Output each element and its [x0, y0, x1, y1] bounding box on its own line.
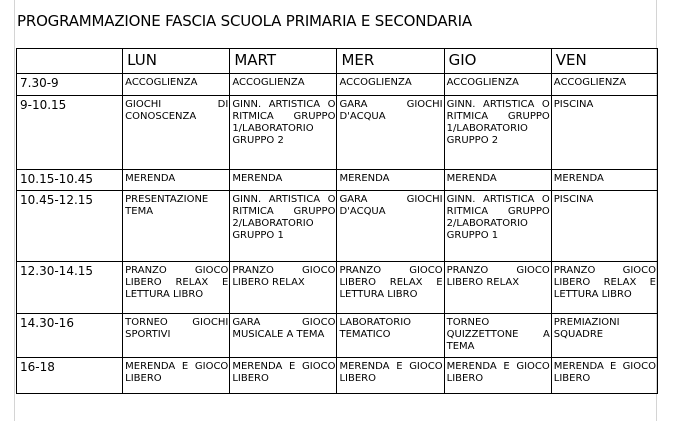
activity-cell: GINN. ARTISTICA O RITMICA GRUPPO 2/LABORATORIO GRUPPO 1 [230, 191, 337, 262]
activity-cell: GARA GIOCHI D'ACQUA [337, 96, 444, 170]
header-empty-cell [17, 49, 123, 74]
activity-cell: MERENDA [551, 170, 657, 191]
activity-cell: TORNEO QUIZZETTONE A TEMA [444, 314, 551, 358]
activity-cell: MERENDA [444, 170, 551, 191]
table-row [17, 74, 658, 96]
activity-cell: MERENDA E GIOCO LIBERO [123, 358, 230, 394]
activity-cell: MERENDA E GIOCO LIBERO [444, 358, 551, 394]
page-margin-guide-left [14, 0, 15, 421]
table-row [17, 262, 658, 314]
activity-cell: ACCOGLIENZA [123, 74, 230, 96]
time-slot: 16-18 [17, 358, 123, 394]
document-title: PROGRAMMAZIONE FASCIA SCUOLA PRIMARIA E SECONDARIA [17, 12, 472, 30]
header-day: VEN [551, 49, 657, 74]
table-row [17, 170, 658, 191]
header-row [17, 49, 658, 74]
activity-cell: LABORATORIO TEMATICO [337, 314, 444, 358]
time-slot: 12.30-14.15 [17, 262, 123, 314]
header-day: MART [230, 49, 337, 74]
activity-cell: PREMIAZIONI SQUADRE [551, 314, 657, 358]
activity-cell: MERENDA [123, 170, 230, 191]
activity-cell: MERENDA E GIOCO LIBERO [551, 358, 657, 394]
activity-cell: PRANZO GIOCO LIBERO RELAX [230, 262, 337, 314]
time-slot: 10.15-10.45 [17, 170, 123, 191]
table-row [17, 96, 658, 170]
time-slot: 7.30-9 [17, 74, 123, 96]
activity-cell: GINN. ARTISTICA O RITMICA GRUPPO 2/LABORATORIO GRUPPO 1 [444, 191, 551, 262]
activity-cell: PRANZO GIOCO LIBERO RELAX E LETTURA LIBRO [337, 262, 444, 314]
activity-cell: GARA GIOCO MUSICALE A TEMA [230, 314, 337, 358]
activity-cell: GARA GIOCHI D'ACQUA [337, 191, 444, 262]
activity-cell: PRANZO GIOCO LIBERO RELAX E LETTURA LIBRO [551, 262, 657, 314]
activity-cell: PRESENTAZIONE TEMA [123, 191, 230, 262]
activity-cell: GIOCHI DI CONOSCENZA [123, 96, 230, 170]
table-row [17, 191, 658, 262]
activity-cell: GINN. ARTISTICA O RITMICA GRUPPO 1/LABORATORIO GRUPPO 2 [444, 96, 551, 170]
time-slot: 9-10.15 [17, 96, 123, 170]
activity-cell: PISCINA [551, 96, 657, 170]
activity-cell: PISCINA [551, 191, 657, 262]
activity-cell: ACCOGLIENZA [444, 74, 551, 96]
activity-cell: MERENDA E GIOCO LIBERO [337, 358, 444, 394]
header-day: LUN [123, 49, 230, 74]
header-day: GIO [444, 49, 551, 74]
activity-cell: TORNEO GIOCHI SPORTIVI [123, 314, 230, 358]
time-slot: 10.45-12.15 [17, 191, 123, 262]
table-row [17, 358, 658, 394]
activity-cell: PRANZO GIOCO LIBERO RELAX E LETTURA LIBRO [123, 262, 230, 314]
time-slot: 14.30-16 [17, 314, 123, 358]
activity-cell: MERENDA [337, 170, 444, 191]
activity-cell: ACCOGLIENZA [337, 74, 444, 96]
activity-cell: MERENDA [230, 170, 337, 191]
activity-cell: ACCOGLIENZA [230, 74, 337, 96]
table-row [17, 314, 658, 358]
activity-cell: MERENDA E GIOCO LIBERO [230, 358, 337, 394]
activity-cell: GINN. ARTISTICA O RITMICA GRUPPO 1/LABORATORIO GRUPPO 2 [230, 96, 337, 170]
activity-cell: ACCOGLIENZA [551, 74, 657, 96]
header-day: MER [337, 49, 444, 74]
schedule-table [16, 48, 658, 394]
activity-cell: PRANZO GIOCO LIBERO RELAX [444, 262, 551, 314]
